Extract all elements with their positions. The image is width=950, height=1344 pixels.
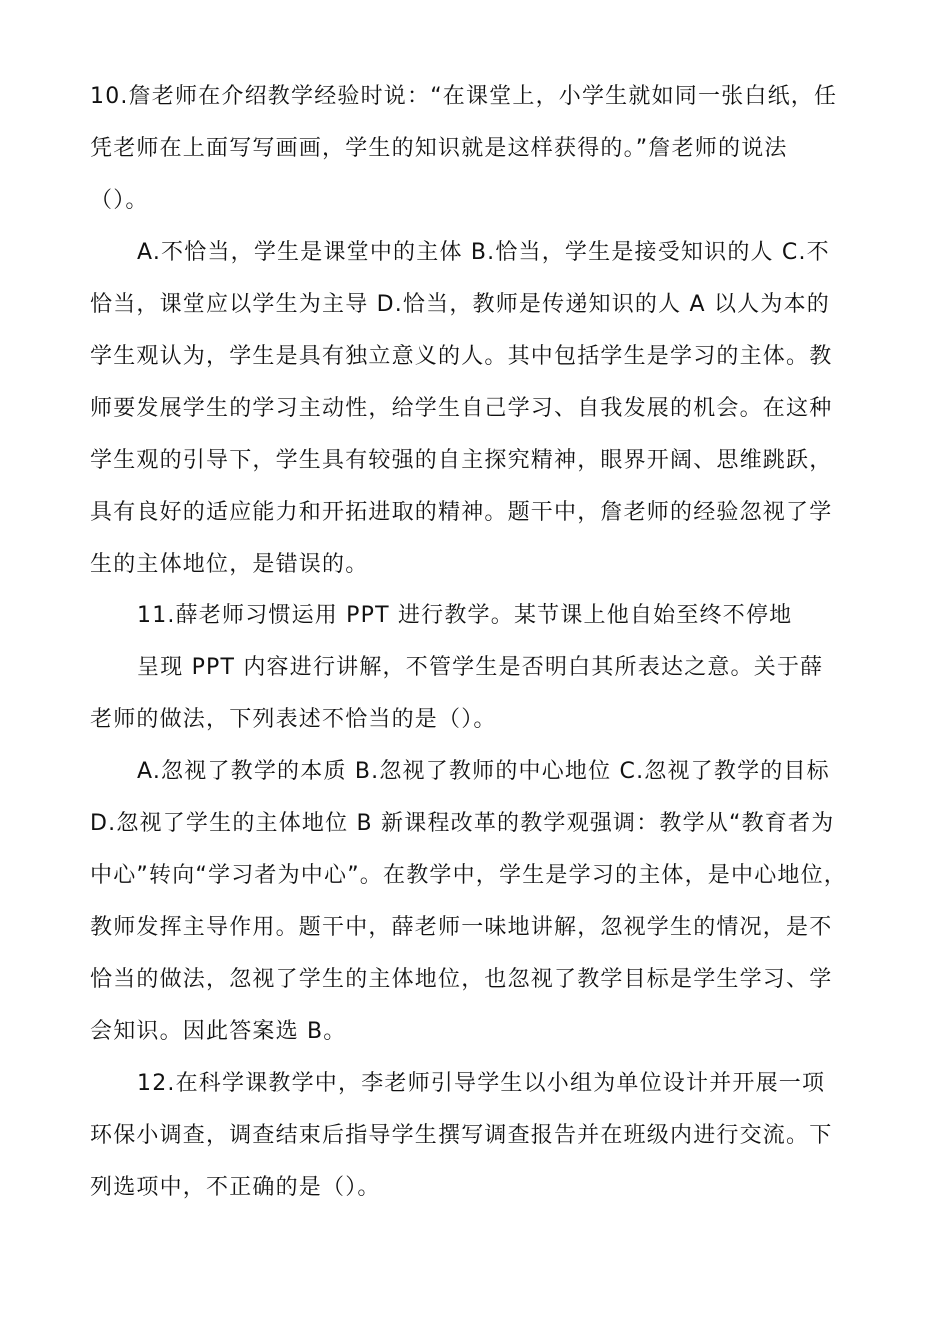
text-line: 10.詹老师在介绍教学经验时说：“在课堂上，小学生就如同一张白纸，任 xyxy=(90,84,838,109)
text-line: 生的主体地位，是错误的。 xyxy=(90,552,369,577)
text-line: 12.在科学课教学中，李老师引导学生以小组为单位设计并开展一项 xyxy=(137,1071,826,1096)
text-line: 凭老师在上面写写画画，学生的知识就是这样获得的。”詹老师的说法 xyxy=(90,136,788,161)
text-line: 中心”转向“学习者为中心”。在教学中，学生是学习的主体，是中心地位， xyxy=(90,863,847,888)
text-line: 学生观认为，学生是具有独立意义的人。其中包括学生是学习的主体。教 xyxy=(90,344,833,369)
text-line: 列选项中，不正确的是（）。 xyxy=(90,1175,381,1200)
text-line: 教师发挥主导作用。题干中，薛老师一味地讲解，忽视学生的情况，是不 xyxy=(90,915,833,940)
text-line: 11.薛老师习惯运用 PPT 进行教学。某节课上他自始至终不停地 xyxy=(137,603,793,628)
text-line: 会知识。因此答案选 B。 xyxy=(90,1019,347,1044)
text-line: 师要发展学生的学习主动性，给学生自己学习、自我发展的机会。在这种 xyxy=(90,396,833,421)
text-line: A.忽视了教学的本质 B.忽视了教师的中心地位 C.忽视了教学的目标 xyxy=(137,759,830,784)
text-line: 呈现 PPT 内容进行讲解，不管学生是否明白其所表达之意。关于薛 xyxy=(137,655,824,680)
text-line: A.不恰当，学生是课堂中的主体 B.恰当，学生是接受知识的人 C.不 xyxy=(137,240,830,265)
text-line: 恰当的做法，忽视了学生的主体地位，也忽视了教学目标是学生学习、学 xyxy=(90,967,833,992)
text-line: （）。 xyxy=(90,188,149,213)
text-line: 学生观的引导下，学生具有较强的自主探究精神，眼界开阔、思维跳跃， xyxy=(90,448,833,473)
text-line: 具有良好的适应能力和开拓进取的精神。题干中，詹老师的经验忽视了学 xyxy=(90,500,833,525)
text-line: 恰当，课堂应以学生为主导 D.恰当，教师是传递知识的人 A 以人为本的 xyxy=(90,292,830,317)
text-line: D.忽视了学生的主体地位 B 新课程改革的教学观强调：教学从“教育者为 xyxy=(90,811,835,836)
text-line: 老师的做法，下列表述不恰当的是（）。 xyxy=(90,707,497,732)
text-line: 环保小调查，调查结束后指导学生撰写调查报告并在班级内进行交流。下 xyxy=(90,1123,833,1148)
